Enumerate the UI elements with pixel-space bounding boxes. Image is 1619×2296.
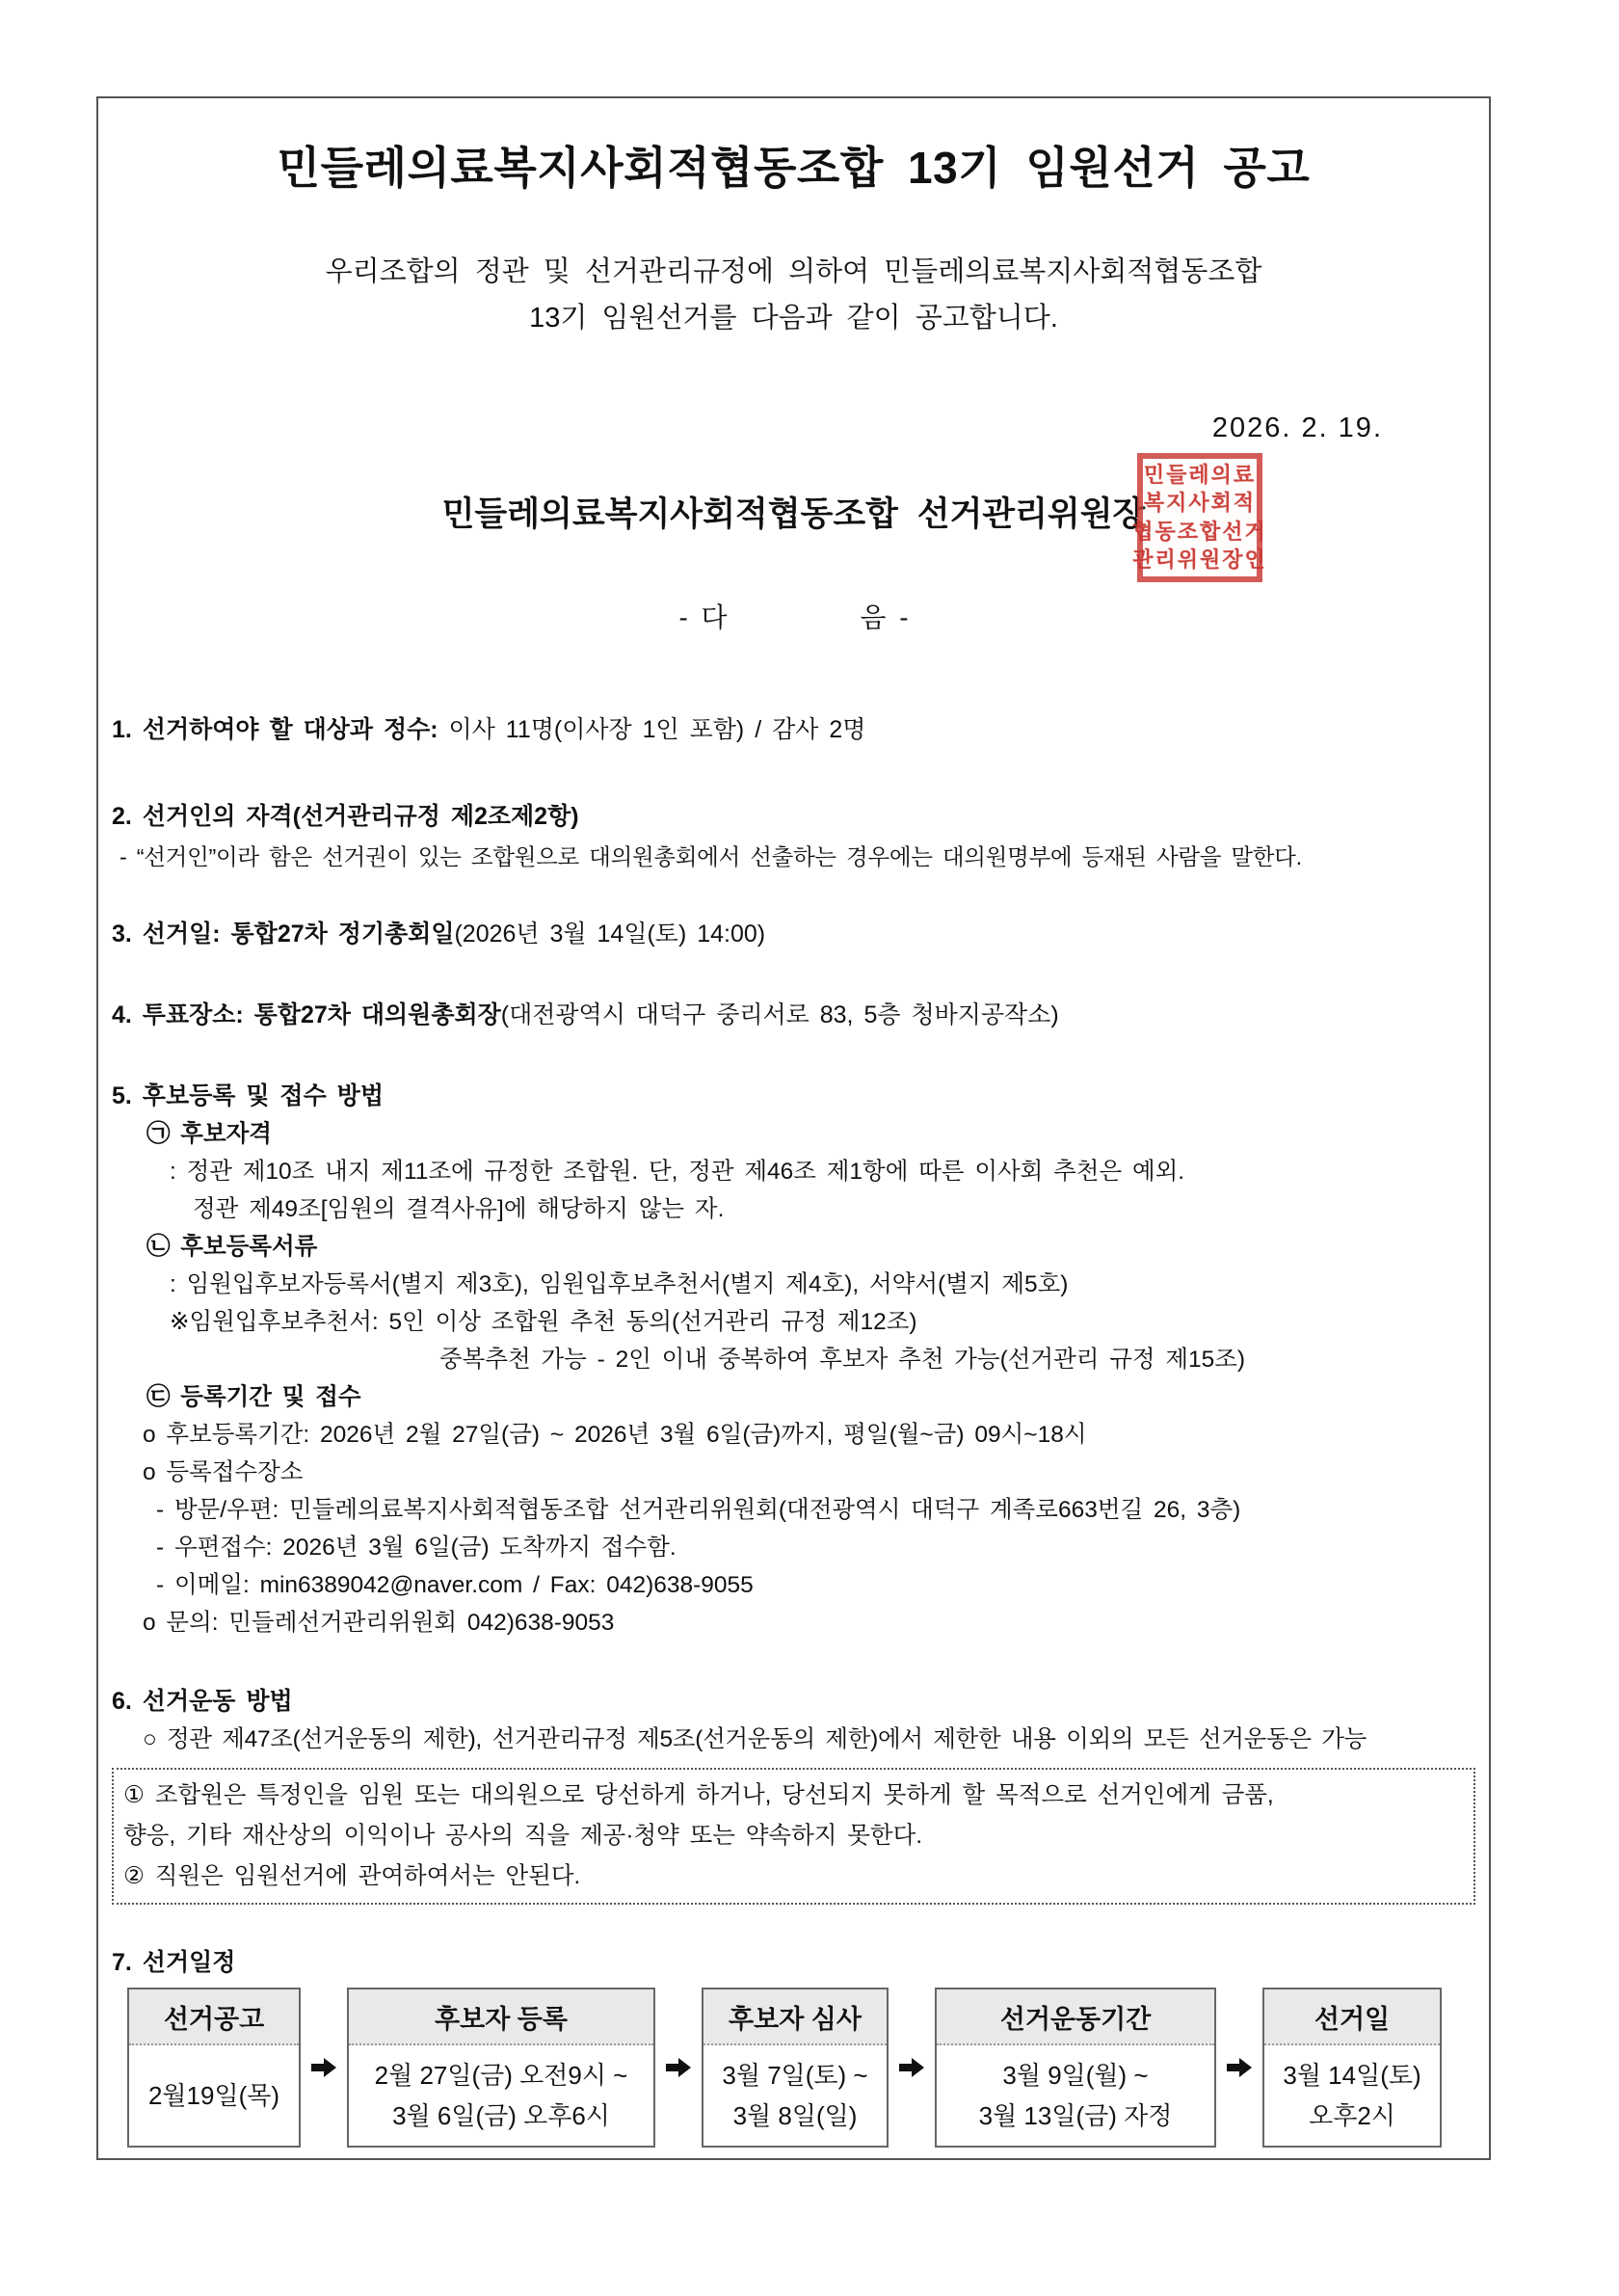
mail-deadline-line: - 우편접수: 2026년 3월 6일(금) 도착까지 접수함. [156, 1535, 677, 1561]
section-5-heading: 5. 후보등록 및 접수 방법 [112, 1082, 384, 1109]
schedule-box-body [703, 2045, 887, 2146]
section-4-line [112, 996, 1475, 1034]
issuer-title: 민들레의료복지사회적협동조합 선거관리위원장 [441, 495, 1146, 533]
schedule-box-election-day [1262, 1988, 1442, 2148]
schedule-box-line: 3월 7일(토) ~ [722, 2061, 868, 2090]
seal-text-row-3: 협동조합선거 [1132, 519, 1267, 544]
schedule-box-body [129, 2045, 299, 2146]
schedule-box-line: 2월19일(목) [147, 2081, 280, 2110]
schedule-box-line: 2월 27일(금) 오전9시 ~ [374, 2061, 628, 2090]
recommendation-note-2: 중복추천 가능 - 2인 이내 중복하여 후보자 추천 가능(선거관리 규정 제15조) [439, 1347, 1246, 1373]
visit-mail-line: - 방문/우편: 민들레의료복지사회적협동조합 선거관리위원회(대전광역시 대덕구 계족로663번길 26, 3층) [156, 1497, 1241, 1523]
election-schedule-flow [127, 1988, 1475, 2148]
schedule-box-line: 3월 8일(일) [732, 2101, 858, 2130]
registration-documents-heading: ㉡ 후보등록서류 [146, 1234, 318, 1260]
schedule-box-header: 후보자 등록 [349, 1989, 653, 2045]
schedule-box-line: 오후2시 [1309, 2101, 1395, 2130]
issuer-row [112, 463, 1475, 572]
schedule-box-header: 선거운동기간 [937, 1989, 1214, 2045]
page-border-frame [96, 96, 1491, 2160]
registration-place-heading: o 등록접수장소 [143, 1459, 304, 1485]
schedule-box-body [1264, 2045, 1440, 2146]
flow-arrow-icon [301, 1988, 347, 2148]
intro-line-2: 13기 임원선거를 다음과 같이 공고합니다. [529, 303, 1058, 334]
seal-text-row-4: 관리위원장인 [1132, 547, 1267, 572]
right-arrow-icon [311, 2058, 336, 2077]
notice-line-3: ② 직원은 임원선거에 관여하여서는 안된다. [123, 1863, 581, 1889]
doc-title: 민들레의료복지사회적협동조합 13기 임원선거 공고 [277, 143, 1311, 193]
section-3-label: 3. 선거일: 통합27차 정기총회일 [112, 921, 455, 948]
schedule-box-campaign-period [935, 1988, 1216, 2148]
document-content [98, 133, 1489, 2148]
right-arrow-icon [1227, 2058, 1252, 2077]
section-4-value: (대전광역시 대덕구 중리서로 83, 5층 청바지공작소) [500, 1001, 1059, 1028]
candidate-qualification-heading: ㉠ 후보자격 [146, 1121, 272, 1147]
section-4-label: 4. 투표장소: 통합27차 대의원총회장 [112, 1001, 501, 1028]
section-divider: - 다 음 - [678, 602, 909, 632]
schedule-box-header: 후보자 심사 [703, 1989, 887, 2045]
recommendation-note-1: ※임원입후보추천서: 5인 이상 조합원 추천 동의(선거관리 규정 제12조) [170, 1309, 917, 1335]
restriction-notice-box [112, 1768, 1475, 1905]
right-arrow-icon [899, 2058, 924, 2077]
schedule-box-line: 3월 6일(금) 오후6시 [392, 2101, 610, 2130]
right-arrow-icon [666, 2058, 691, 2077]
registration-period-heading: ㉢ 등록기간 및 접수 [146, 1384, 361, 1410]
schedule-box-header: 선거일 [1264, 1989, 1440, 2045]
section-7-heading: 7. 선거일정 [112, 1949, 236, 1976]
section-3-value: (2026년 3월 14일(토) 14:00) [454, 921, 766, 948]
section-3-line [112, 915, 1475, 953]
schedule-box-line: 3월 13일(금) 자정 [978, 2101, 1173, 2130]
section-6-body: ○ 정관 제47조(선거운동의 제한), 선거관리규정 제5조(선거운동의 제한)에서 제한한 내용 이외의 모든 선거운동은 가능 [143, 1726, 1367, 1752]
schedule-box-announcement [127, 1988, 301, 2148]
section-2-body: - “선거인”이라 함은 선거권이 있는 조합원으로 대의원총회에서 선출하는 경우에는 대의원명부에 등재된 사람을 말한다. [119, 844, 1302, 869]
flow-arrow-icon [1216, 1988, 1262, 2148]
inquiry-line: o 문의: 민들레선거관리위원회 042)638-9053 [143, 1610, 615, 1636]
section-1-label: 1. 선거하여야 할 대상과 정수: [112, 716, 438, 743]
section-2-heading: 2. 선거인의 자격(선거관리규정 제2조제2항) [112, 803, 579, 830]
intro-paragraph [112, 249, 1475, 341]
section-1-line [112, 710, 1475, 749]
official-seal-stamp [1132, 453, 1267, 582]
schedule-box-body [349, 2045, 653, 2146]
seal-text-row-2: 복지사회적 [1143, 491, 1257, 516]
schedule-box-body [937, 2045, 1214, 2146]
seal-text-row-1: 민들레의료 [1143, 463, 1257, 488]
notice-line-2: 향응, 기타 재산상의 이익이나 공사의 직을 제공·청약 또는 약속하지 못한다. [123, 1823, 923, 1849]
flow-arrow-icon [655, 1988, 702, 2148]
intro-line-1: 우리조합의 정관 및 선거관리규정에 의하여 민들레의료복지사회적협동조합 [325, 256, 1262, 287]
registration-period-line: o 후보등록기간: 2026년 2월 27일(금) ~ 2026년 3월 6일(금)까지, 평일(월~금) 09시~18시 [143, 1422, 1087, 1448]
flow-arrow-icon [889, 1988, 935, 2148]
schedule-box-header: 선거공고 [129, 1989, 299, 2045]
email-fax-line: - 이메일: min6389042@naver.com / Fax: 042)638-9055 [156, 1572, 754, 1598]
section-6-heading: 6. 선거운동 방법 [112, 1688, 293, 1715]
candidate-qualification-line-1: : 정관 제10조 내지 제11조에 규정한 조합원. 단, 정관 제46조 제1항에 따른 이사회 추천은 예외. [170, 1159, 1185, 1185]
notice-line-1: ① 조합원은 특정인을 임원 또는 대의원으로 당선하게 하거나, 당선되지 못하게 할 목적으로 선거인에게 금품, [123, 1782, 1274, 1808]
registration-documents-line: : 임원입후보자등록서(별지 제3호), 임원입후보추천서(별지 제4호), 서약서(별지 제5호) [170, 1271, 1069, 1297]
section-1-value: 이사 11명(이사장 1인 포함) / 감사 2명 [438, 716, 866, 743]
announcement-date: 2026. 2. 19. [1211, 413, 1383, 443]
candidate-qualification-line-2: 정관 제49조[임원의 결격사유]에 해당하지 않는 자. [193, 1196, 725, 1222]
schedule-box-candidate-screening [702, 1988, 889, 2148]
schedule-box-line: 3월 14일(토) [1283, 2061, 1421, 2090]
schedule-box-line: 3월 9일(월) ~ [1002, 2061, 1149, 2090]
schedule-box-candidate-registration [347, 1988, 655, 2148]
